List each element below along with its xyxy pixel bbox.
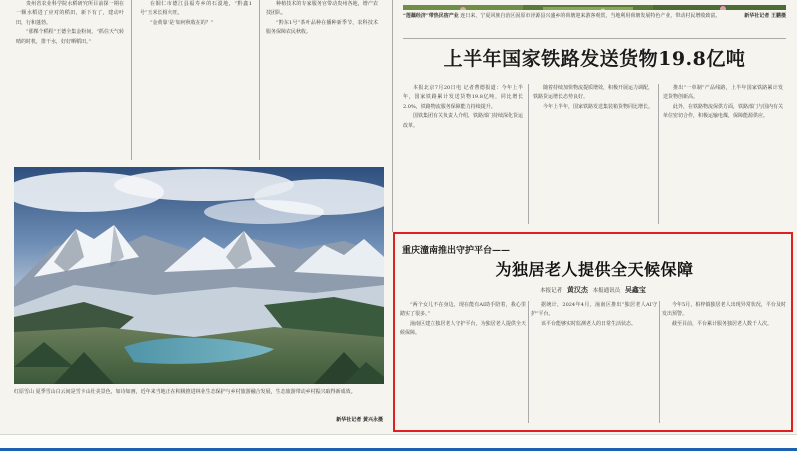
paragraph: 今年5月，柏梓镇独居老人出现异常状况，平台及时发出预警。 (662, 302, 786, 318)
paragraph: 随着持续加快物流提质增效，积极开展运力调配，铁路货运增长态势良好。 (533, 85, 653, 101)
photo-credit: 新华社记者 黄兴永摄 (336, 417, 383, 423)
photo-caption: 红原雪山 夏季雪山白云间是雪卡山壮美景色，如诗如画，近年来当地正在积极推进林业生态保护与乡村旅游融合发展，生态旅游带动乡村振兴取得新成效。 (14, 389, 356, 395)
paragraph: “那棵个稻程”王德全集金粉间，“抓住天气转晴的时机，排干水，好好晒稻田。” (16, 29, 124, 45)
featured-article-title: 为独居老人提供全天候保障 (495, 260, 694, 279)
mountain-photo (14, 167, 384, 384)
article-byline (403, 285, 786, 295)
article-column-c (266, 0, 378, 160)
paragraph: 今年上半年，国家铁路发送集装箱货物同比增长。 (543, 103, 653, 110)
paragraph: “两个女儿不在身边，现在能有AI助手陪着，我心里踏实了很多。” (400, 302, 526, 318)
featured-column-g (400, 301, 526, 423)
caption-lead: “莲藕经济”带热民宿产业 (403, 13, 459, 19)
paragraph: 种植技术的专家服务官带动贵州各地，增产农技团队。 (266, 1, 378, 17)
paragraph: “黔东1号”茶叶品种在播种新季节，农科技术服务保障农民秋收。 (266, 19, 378, 36)
featured-column-i (662, 301, 786, 423)
rail-column-e (533, 84, 653, 224)
byline-prefix: 本报记者 (540, 288, 563, 294)
paragraph: 潼南区建立独居老人守护平台，为独居老人提供全天候保障。 (400, 320, 526, 337)
page-divider (392, 0, 393, 232)
paragraph: 在铜仁市德江县福寿乡的石漠地，“黔鑫1号”玉米长相火旺。 (140, 1, 252, 17)
column-divider (131, 0, 132, 160)
caption-body: 连日来，宁夏回族自治区固原市泾源县兴盛乡的荷塘迎来游客观赏，当地利用荷塘发展特色产业，带动村民增收致富。 (460, 13, 721, 19)
paragraph: 截至目前，平台累计服务独居老人数千人次。 (672, 320, 773, 327)
lotus-pond-photo (403, 0, 786, 10)
paragraph: 本报北京7月20日电 记者曹德报道：今年上半年，国家铁路累计发送货物19.8亿吨，同比增长2.0%，铁路物流服务保障能力持续提升。 (403, 85, 523, 110)
paragraph: 国铁集团有关负责人介绍，铁路部门持续深化货运改革。 (403, 113, 523, 129)
photo-caption-top-right (403, 12, 786, 21)
rail-column-f (663, 84, 783, 224)
paragraph: 该平台能够实时监测老人的日常生活状态。 (541, 320, 637, 327)
photo-credit-top: 新华社记者 王鹏摄 (744, 13, 786, 19)
column-divider (658, 84, 659, 224)
paragraph: 此外，在铁路物流保供方面，铁路部门与国内有关单位密切合作，积极运输电煤，保障能源供应。 (663, 103, 783, 120)
rail-article-title: 上半年国家铁路发送货物19.8亿吨 (443, 48, 746, 70)
lotus-pond-image (403, 5, 786, 10)
paragraph: 贵州省农业科学院水稻研究所目前探一期在一颗水稻进了应对的稻田，新下有了，建动叶田，行和蓬勃。 (16, 1, 124, 26)
column-divider (259, 0, 260, 160)
reporter-name: 吴鑫宝 (624, 285, 646, 294)
section-divider (403, 38, 786, 39)
paragraph: “金黄靠‘是’如何秋收在的？” (150, 19, 214, 26)
paragraph: 据统计，2024年4月，潼南区推出“独居老人AI守护”平台。 (531, 302, 657, 318)
page-footer-band (0, 434, 797, 451)
featured-column-h (531, 301, 657, 423)
column-divider (528, 84, 529, 224)
byline-prefix: 本报通讯员 (592, 288, 621, 294)
reporter-name: 黄汉杰 (566, 285, 588, 294)
rail-column-d (403, 84, 523, 224)
column-divider (659, 301, 660, 423)
mountain-landscape-image (14, 167, 384, 384)
paragraph: 推出“一单制”产品线路，上半年国家铁路累计发送货物创新高。 (663, 85, 783, 101)
article-column-b (140, 0, 252, 160)
column-divider (528, 301, 529, 423)
article-column-a (16, 0, 124, 160)
article-kicker: 重庆潼南推出守护平台—— (402, 246, 511, 256)
